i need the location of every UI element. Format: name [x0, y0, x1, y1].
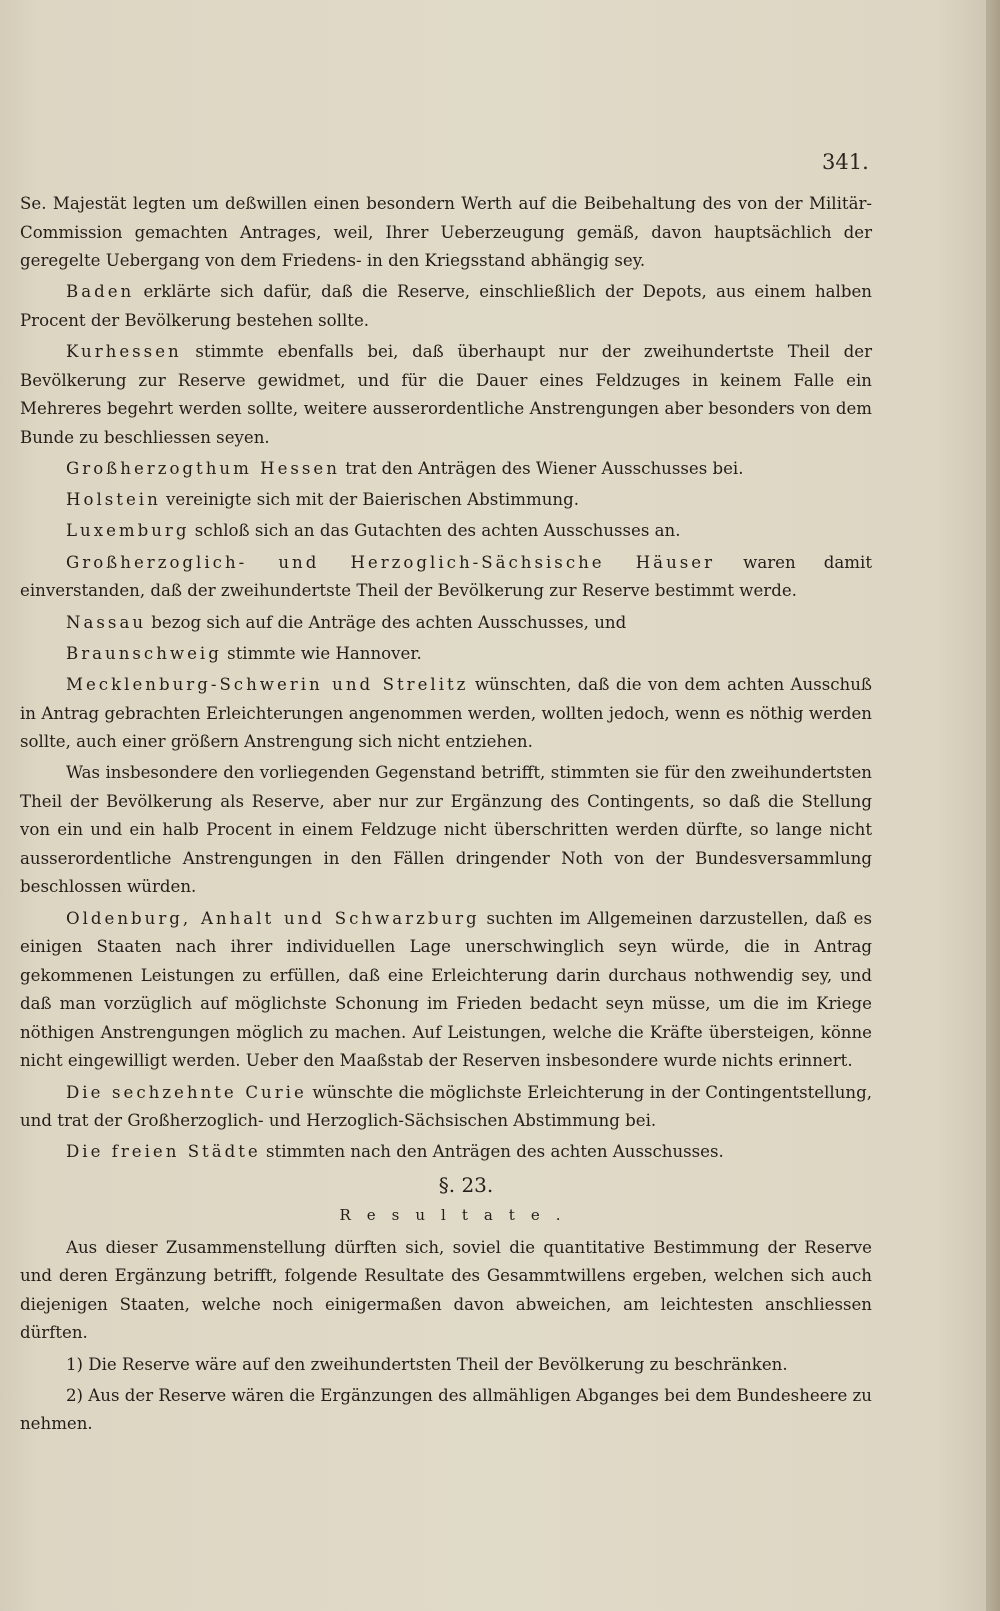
page-number: 341. — [822, 150, 869, 174]
section-number: §. 23. — [438, 1172, 494, 1197]
section-title: Resultate. — [339, 1206, 577, 1225]
paragraph: Großherzogthum Hessen trat den Anträgen des Wiener Ausschusses bei. — [66, 458, 744, 478]
paragraph: Nassau bezog sich auf die Anträge des achten Ausschusses, und — [66, 612, 627, 632]
book-edge — [986, 0, 1000, 1611]
document-body — [20, 190, 872, 1442]
paragraph: Die freien Städte stimmten nach den Anträgen des achten Ausschusses. — [66, 1142, 724, 1162]
paragraph: Holstein vereinigte sich mit der Baierischen Abstimmung. — [66, 490, 579, 510]
paragraph: Se. Majestät legten um deßwillen einen besondern Werth auf die Beibehaltung des von der Militär-Commission gemachten Antrages, weil, Ihrer Ueberzeugung gemäß, davon hauptsächlich der geregelte Uebergang von dem Friedens- in den Kriegsstand abhängig sey. — [20, 194, 872, 270]
paragraph: Großherzoglich- und Herzoglich-Sächsische Häuser waren damit einverstanden, daß der zweihundertste Theil der Bevölkerung zur Reserve bestimmt werde. — [20, 552, 873, 601]
list-item: 1) Die Reserve wäre auf den zweihundertsten Theil der Bevölkerung zu beschränken. — [66, 1354, 788, 1374]
list-item: 2) Aus der Reserve wären die Ergänzungen des allmähligen Abganges bei dem Bundesheere zu nehmen. — [20, 1385, 872, 1434]
paragraph: Die sechzehnte Curie wünschte die möglichste Erleichterung in der Contingentstellung, und trat der Großherzoglich- und Herzoglich-Sächsischen Abstimmung bei. — [20, 1082, 872, 1131]
paragraph: Baden erklärte sich dafür, daß die Reserve, einschließlich der Depots, aus einem halben Procent der Bevölkerung bestehen sollte. — [20, 282, 872, 330]
paragraph: Was insbesondere den vorliegenden Gegenstand betrifft, stimmten sie für den zweihundertsten Theil der Bevölkerung als Reserve, aber nur zur Ergänzung des Contingents, so daß die Stellung von ein und ein halb Procent in einem Feldzuge nicht überschritten werden dürfte, so lange nicht ausserordentliche Anstrengungen in den Fällen dringender Noth von der Bundesversammlung beschlossen würden. — [20, 763, 872, 897]
paragraph: Aus dieser Zusammenstellung dürften sich, soviel die quantitative Bestimmung der Reserve und deren Ergänzung betrifft, folgende Resultate des Gesammtwillens ergeben, welchen sich auch diejenigen Staaten, welche noch einigermaßen davon abweichen, am leichtesten anschliessen dürften. — [20, 1237, 872, 1343]
paragraph: Mecklenburg-Schwerin und Strelitz wünschten, daß die von dem achten Ausschuß in Antrag gebrachten Erleichterungen angenommen werden, wollten jedoch, wenn es nöthig werden sollte, auch einer größern Anstrengung sich nicht entziehen. — [20, 675, 873, 752]
paragraph: Luxemburg schloß sich an das Gutachten des achten Ausschusses an. — [66, 521, 681, 541]
paragraph: Braunschweig stimmte wie Hannover. — [66, 643, 422, 663]
paragraph: Oldenburg, Anhalt und Schwarzburg suchten im Allgemeinen darzustellen, daß es einigen Staaten nach ihrer individuellen Lage unerschwinglich seyn würde, die in Antrag gekommenen Leistungen zu erfüllen, daß eine Erleichterung darin durchaus nothwendig sey, und daß man vorzüglich auf möglichste Schonung im Frieden bedacht seyn müsse, um die im Kriege nöthigen Anstrengungen möglich zu machen. Auf Leistungen, welche die Kräfte übersteigen, könne nicht eingewilligt werden. Ueber den Maaßstab der Reserven insbesondere wurde nichts erinnert. — [20, 908, 872, 1071]
paragraph: Kurhessen stimmte ebenfalls bei, daß überhaupt nur der zweihundertste Theil der Bevölkerung zur Reserve gewidmet, und für die Dauer eines Feldzuges in keinem Falle ein Mehreres begehrt werden sollte, weitere ausserordentliche Anstrengungen aber besonders von dem Bunde zu beschliessen seyen. — [20, 342, 872, 447]
